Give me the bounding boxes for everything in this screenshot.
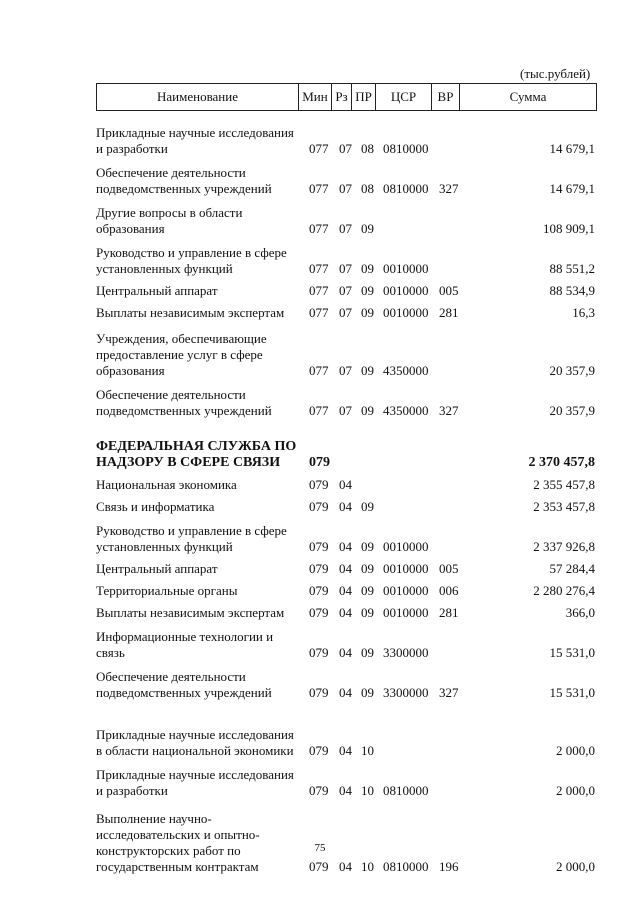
row-vr: 281 — [439, 605, 459, 620]
row-pr: 09 — [361, 561, 374, 576]
row-vr: 327 — [439, 403, 459, 418]
row-csr: 4350000 — [383, 363, 429, 378]
row-sum: 88 551,2 — [549, 261, 595, 276]
row-sum: 2 000,0 — [556, 743, 595, 758]
row-pr: 09 — [361, 583, 374, 598]
row-name: Выполнение научно-исследовательских и опытно-конструкторских работ по государственным контрактам — [96, 811, 260, 874]
table-row — [0, 379, 640, 419]
unit-label: (тыс.рублей) — [520, 66, 591, 81]
row-name: Информационные технологии и связь — [96, 629, 274, 660]
row-min: 079 — [309, 859, 329, 874]
row-rz: 04 — [339, 783, 352, 798]
row-name: Руководство и управление в сфере установленных функций — [96, 523, 287, 554]
table-row — [0, 277, 640, 299]
table-row — [0, 661, 640, 701]
row-min: 079 — [309, 783, 329, 798]
row-pr: 09 — [361, 403, 374, 418]
row-pr: 10 — [361, 743, 374, 758]
row-sum: 366,0 — [565, 605, 595, 620]
table-row — [0, 701, 640, 759]
table-header — [96, 83, 597, 111]
row-rz: 07 — [339, 283, 352, 298]
row-csr: 0010000 — [383, 539, 429, 554]
row-name: Прикладные научные исследования и разработки — [96, 125, 294, 156]
row-name: Учреждения, обеспечивающие предоставление услуг в сфере образования — [96, 331, 267, 378]
row-rz: 04 — [339, 743, 352, 758]
row-pr: 09 — [361, 261, 374, 276]
row-vr: 006 — [439, 583, 459, 598]
table-row — [0, 112, 640, 157]
row-csr: 0010000 — [383, 561, 429, 576]
row-csr: 0010000 — [383, 305, 429, 320]
row-rz: 04 — [339, 645, 352, 660]
row-pr: 09 — [361, 283, 374, 298]
row-sum: 2 337 926,8 — [533, 539, 595, 554]
table-row — [0, 157, 640, 197]
table-row — [0, 321, 640, 379]
row-name: Выплаты независимым экспертам — [96, 605, 285, 620]
table-row — [0, 197, 640, 237]
row-sum: 2 000,0 — [556, 859, 595, 874]
row-rz: 04 — [339, 859, 352, 874]
table-row — [0, 577, 640, 599]
table-row — [0, 299, 640, 321]
row-sum: 57 284,4 — [549, 561, 595, 576]
row-vr: 327 — [439, 685, 459, 700]
row-name: Территориальные органы — [96, 583, 238, 598]
header-csr: ЦСР — [376, 84, 432, 111]
row-rz: 04 — [339, 477, 352, 492]
row-pr: 09 — [361, 363, 374, 378]
row-csr: 0010000 — [383, 605, 429, 620]
row-min: 079 — [309, 605, 329, 620]
row-name: Обеспечение деятельности подведомственных учреждений — [96, 669, 272, 700]
row-pr: 08 — [361, 181, 374, 196]
row-pr: 09 — [361, 645, 374, 660]
row-name: Руководство и управление в сфере установленных функций — [96, 245, 287, 276]
row-csr: 4350000 — [383, 403, 429, 418]
row-sum: 2 280 276,4 — [533, 583, 595, 598]
row-sum: 14 679,1 — [549, 141, 595, 156]
row-sum: 15 531,0 — [549, 685, 595, 700]
row-sum: 108 909,1 — [543, 221, 595, 236]
table-row — [0, 555, 640, 577]
row-name: Прикладные научные исследования и разработки — [96, 767, 294, 798]
table-row — [0, 237, 640, 277]
header-min: Мин — [299, 84, 332, 111]
row-sum: 15 531,0 — [549, 645, 595, 660]
row-vr: 196 — [439, 859, 459, 874]
row-name: Обеспечение деятельности подведомственных учреждений — [96, 165, 272, 196]
header-rz: Рз — [332, 84, 352, 111]
row-rz: 04 — [339, 685, 352, 700]
row-sum: 16,3 — [572, 305, 595, 320]
row-name: Центральный аппарат — [96, 283, 218, 298]
table-row — [0, 493, 640, 515]
row-rz: 07 — [339, 403, 352, 418]
row-vr: 005 — [439, 561, 459, 576]
table-row — [0, 419, 640, 471]
row-vr: 327 — [439, 181, 459, 196]
row-pr: 09 — [361, 605, 374, 620]
row-csr: 3300000 — [383, 645, 429, 660]
row-min: 079 — [309, 561, 329, 576]
row-min: 079 — [309, 645, 329, 660]
row-min: 077 — [309, 181, 329, 196]
table-body — [0, 112, 640, 875]
row-pr: 08 — [361, 141, 374, 156]
header-pr: ПР — [352, 84, 376, 111]
row-min: 079 — [309, 499, 329, 514]
row-rz: 04 — [339, 583, 352, 598]
row-min: 077 — [309, 221, 329, 236]
table-row — [0, 799, 640, 875]
row-pr: 09 — [361, 305, 374, 320]
row-rz: 07 — [339, 363, 352, 378]
row-name: Другие вопросы в области образования — [96, 205, 243, 236]
page-number: 75 — [314, 842, 326, 854]
row-pr: 09 — [361, 499, 374, 514]
row-min: 077 — [309, 403, 329, 418]
row-name: ФЕДЕРАЛЬНАЯ СЛУЖБА ПО НАДЗОРУ В СФЕРЕ СВЯЗИ — [96, 439, 297, 470]
row-pr: 09 — [361, 685, 374, 700]
row-csr: 0810000 — [383, 181, 429, 196]
row-sum: 20 357,9 — [549, 403, 595, 418]
row-min: 079 — [309, 743, 329, 758]
row-sum: 2 353 457,8 — [533, 499, 595, 514]
header-name: Наименование — [97, 84, 299, 111]
table-row — [0, 515, 640, 555]
row-min: 079 — [309, 583, 329, 598]
row-name: Центральный аппарат — [96, 561, 218, 576]
row-rz: 04 — [339, 561, 352, 576]
row-sum: 2 355 457,8 — [533, 477, 595, 492]
row-name: Национальная экономика — [96, 477, 237, 492]
row-csr: 0810000 — [383, 141, 429, 156]
row-name: Прикладные научные исследования в области национальной экономики — [96, 727, 294, 758]
row-csr: 0010000 — [383, 283, 429, 298]
row-vr: 281 — [439, 305, 459, 320]
row-pr: 09 — [361, 539, 374, 554]
row-name: Обеспечение деятельности подведомственных учреждений — [96, 387, 272, 418]
row-csr: 3300000 — [383, 685, 429, 700]
row-rz: 04 — [339, 499, 352, 514]
header-vr: ВР — [432, 84, 460, 111]
row-min: 077 — [309, 305, 329, 320]
row-pr: 10 — [361, 783, 374, 798]
row-sum: 2 370 457,8 — [528, 455, 595, 470]
row-csr: 0810000 — [383, 783, 429, 798]
row-sum: 14 679,1 — [549, 181, 595, 196]
row-vr: 005 — [439, 283, 459, 298]
row-min: 079 — [309, 455, 330, 470]
row-rz: 04 — [339, 605, 352, 620]
row-rz: 07 — [339, 141, 352, 156]
row-min: 079 — [309, 539, 329, 554]
header-sum: Сумма — [460, 84, 597, 111]
row-min: 079 — [309, 685, 329, 700]
row-name: Связь и информатика — [96, 499, 215, 514]
row-csr: 0010000 — [383, 583, 429, 598]
row-rz: 07 — [339, 305, 352, 320]
table-row — [0, 621, 640, 661]
row-rz: 07 — [339, 181, 352, 196]
row-min: 077 — [309, 141, 329, 156]
row-pr: 09 — [361, 221, 374, 236]
table-row — [0, 471, 640, 493]
row-rz: 07 — [339, 221, 352, 236]
row-min: 077 — [309, 261, 329, 276]
table-row — [0, 599, 640, 621]
row-sum: 2 000,0 — [556, 783, 595, 798]
row-rz: 04 — [339, 539, 352, 554]
row-pr: 10 — [361, 859, 374, 874]
row-min: 077 — [309, 283, 329, 298]
row-min: 079 — [309, 477, 329, 492]
row-name: Выплаты независимым экспертам — [96, 305, 285, 320]
row-min: 077 — [309, 363, 329, 378]
row-csr: 0010000 — [383, 261, 429, 276]
row-sum: 88 534,9 — [549, 283, 595, 298]
row-sum: 20 357,9 — [549, 363, 595, 378]
row-rz: 07 — [339, 261, 352, 276]
row-csr: 0810000 — [383, 859, 429, 874]
table-row — [0, 759, 640, 799]
